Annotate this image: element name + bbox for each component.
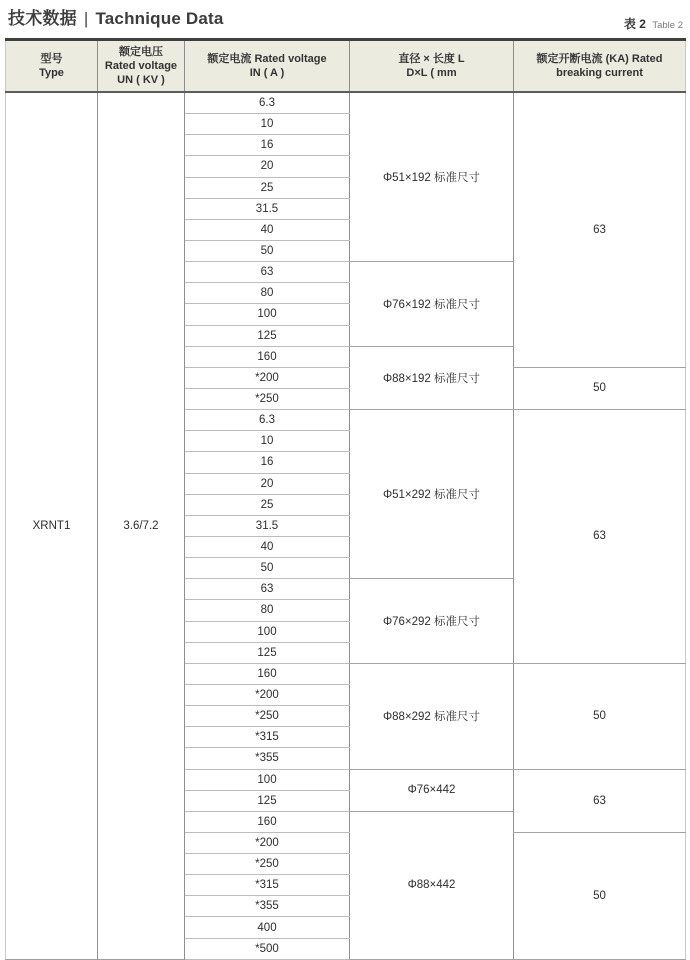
current-cell: *500	[185, 938, 350, 959]
current-cell: 20	[185, 473, 350, 494]
current-cell: 80	[185, 600, 350, 621]
table-ref	[624, 15, 683, 33]
current-cell: 16	[185, 452, 350, 473]
current-cell: *250	[185, 854, 350, 875]
table-row	[6, 92, 686, 114]
current-cell: 160	[185, 663, 350, 684]
current-cell: 100	[185, 769, 350, 790]
current-cell: 50	[185, 558, 350, 579]
current-cell: *355	[185, 748, 350, 769]
breaking-current-cell: 63	[514, 92, 686, 367]
dimension-cell: Φ88×292 标准尺寸	[350, 663, 514, 769]
dimension-cell: Φ76×192 标准尺寸	[350, 262, 514, 347]
current-cell: 16	[185, 135, 350, 156]
current-cell: 31.5	[185, 515, 350, 536]
current-cell: *200	[185, 832, 350, 853]
col-header-type: 型号 Type	[6, 40, 98, 93]
current-cell: 6.3	[185, 410, 350, 431]
current-cell: 31.5	[185, 198, 350, 219]
current-cell: *315	[185, 875, 350, 896]
current-cell: *250	[185, 388, 350, 409]
current-cell: 125	[185, 642, 350, 663]
tech-data-table	[5, 38, 686, 960]
dimension-cell: Φ88×442	[350, 811, 514, 959]
current-cell: 63	[185, 262, 350, 283]
breaking-current-cell: 50	[514, 832, 686, 959]
current-cell: 100	[185, 304, 350, 325]
current-cell: 160	[185, 811, 350, 832]
current-cell: 10	[185, 431, 350, 452]
dimension-cell: Φ51×192 标准尺寸	[350, 92, 514, 262]
current-cell: 125	[185, 790, 350, 811]
header-row	[6, 40, 686, 93]
col-header-rated-current: 额定电流 Rated voltage IN ( A )	[185, 40, 350, 93]
dimension-cell: Φ88×192 标准尺寸	[350, 346, 514, 409]
breaking-current-cell: 50	[514, 663, 686, 769]
table-ref-zh: 表 2	[623, 17, 646, 31]
current-cell: 40	[185, 536, 350, 557]
current-cell: 6.3	[185, 92, 350, 114]
type-cell: XRNT1	[6, 92, 98, 959]
current-cell: *250	[185, 706, 350, 727]
breaking-current-cell: 63	[514, 769, 686, 832]
dimension-cell: Φ76×442	[350, 769, 514, 811]
voltage-cell: 3.6/7.2	[98, 92, 185, 959]
current-cell: 40	[185, 219, 350, 240]
col-header-breaking-current: 额定开断电流 (KA) Rated breaking current	[514, 40, 686, 93]
current-cell: 400	[185, 917, 350, 938]
current-cell: 50	[185, 240, 350, 261]
breaking-current-cell: 63	[514, 410, 686, 664]
current-cell: 160	[185, 346, 350, 367]
current-cell: 125	[185, 325, 350, 346]
title-separator: |	[83, 9, 89, 28]
current-cell: 25	[185, 177, 350, 198]
current-cell: 100	[185, 621, 350, 642]
page-title-en: Tachnique Data	[95, 9, 224, 28]
col-header-dimensions: 直径 × 长度 L D×L ( mm	[350, 40, 514, 93]
current-cell: *200	[185, 367, 350, 388]
col-header-rated-voltage: 额定电压 Rated voltage UN ( KV )	[98, 40, 185, 93]
current-cell: 25	[185, 494, 350, 515]
current-cell: *355	[185, 896, 350, 917]
dimension-cell: Φ51×292 标准尺寸	[350, 410, 514, 579]
dimension-cell: Φ76×292 标准尺寸	[350, 579, 514, 664]
table-ref-en: Table 2	[652, 20, 683, 31]
current-cell: 10	[185, 114, 350, 135]
current-cell: 63	[185, 579, 350, 600]
current-cell: *315	[185, 727, 350, 748]
current-cell: 20	[185, 156, 350, 177]
current-cell: 80	[185, 283, 350, 304]
breaking-current-cell: 50	[514, 367, 686, 409]
current-cell: *200	[185, 684, 350, 705]
page-title-zh: 技术数据	[8, 9, 77, 28]
table-body	[6, 92, 686, 959]
page-title	[8, 4, 224, 29]
table-header	[6, 40, 686, 93]
